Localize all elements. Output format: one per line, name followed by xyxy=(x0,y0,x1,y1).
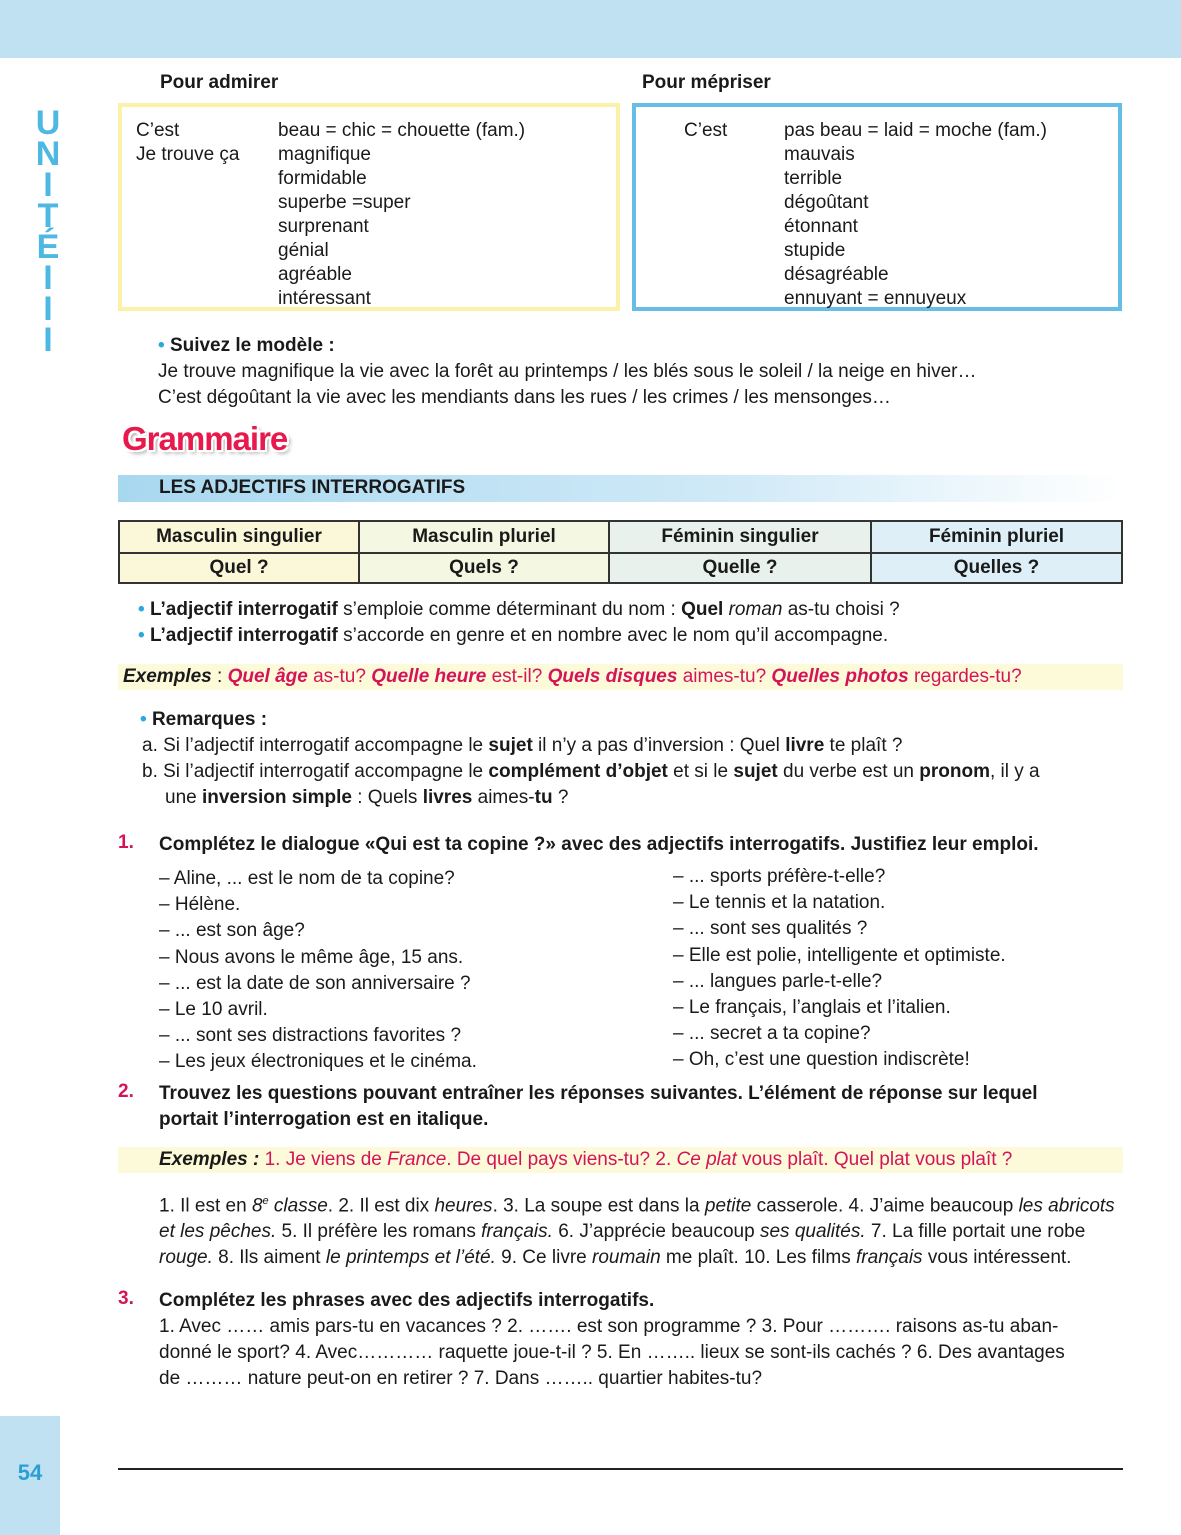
top-band xyxy=(0,0,1181,58)
rules-block: • L’adjectif interrogatif s’emploie comme déterminant du nom : Quel roman as-tu choisi ? • L’adjectif interrogatif s’accorde en genre et en nombre avec le nom qu’il accompagne. xyxy=(138,599,900,646)
exercise-2-instruction: Trouvez les questions pouvant entraîner les réponses suivantes. L’élément de réponse sur lequel portait l’interrogation est en italique. xyxy=(159,1083,1038,1130)
exercise-1-instruction: Complétez le dialogue «Qui est ta copine ?» avec des adjectifs interrogatifs. Justifiez leur emploi. xyxy=(159,834,1039,855)
examples-line: Exemples : Quel âge as-tu? Quelle heure est-il? Quels disques aimes-tu? Quelles photos regardes-tu? xyxy=(123,666,1022,687)
exercise-3-block: Complétez les phrases avec des adjectifs interrogatifs. 1. Avec …… amis pars-tu en vacances ? 2. ……. est son programme ? 3. Pour ………. raisons as-tu aban- donné le sport? 4. Avec………… raquette joue-t-il ? 5. En …….. lieux se sont-ils cachés ? 6. Des avantages de ……… nature peut-on en retirer ? 7. Dans …….. quartier habites-tu? xyxy=(159,1290,1065,1389)
table-row: Masculin singulier Masculin pluriel Féminin singulier Féminin pluriel xyxy=(119,521,1122,553)
grammaire-heading: Grammaire xyxy=(122,420,288,457)
page-number: 54 xyxy=(17,1460,43,1485)
admirer-list: beau = chic = chouette (fam.) magnifique formidable superbe =super surprenant génial agréable intéressant xyxy=(278,120,526,309)
model-block: • Suivez le modèle : Je trouve magnifique la vie avec la forêt au printemps / les blés sous le soleil / la neige en hiver… C’est dégoûtant la vie avec les mendiants dans les rues / les crimes / les mensonges… xyxy=(158,335,977,408)
mepriser-box: C’est pas beau = laid = moche (fam.) mauvais terrible dégoûtant étonnant stupide désagréable ennuyant = ennuyeux xyxy=(632,103,1122,311)
mepriser-title: Pour mépriser xyxy=(642,72,771,93)
mepriser-list: pas beau = laid = moche (fam.) mauvais terrible dégoûtant étonnant stupide désagréable ennuyant = ennuyeux xyxy=(784,120,1047,309)
exercise-1-number: 1. xyxy=(118,832,134,853)
remarques-block: • Remarques : a. Si l’adjectif interrogatif accompagne le sujet il n’y a pas d’inversion : Quel livre te plaît ? b. Si l’adjectif interrogatif accompagne le complément d’objet et si le sujet du verbe est un pronom, il y a une inversion simple : Quels livres aimes-tu ? xyxy=(140,709,1040,808)
bullet-icon: • xyxy=(138,625,145,646)
exercise-2-sentences: 1. Il est en 8e classe. 2. Il est dix heures. 3. La soupe est dans la petite casserole. 4. J’aime beaucoup les abricots et les pêches. 5. Il préfère les romans français. 6. J’apprécie beaucoup ses qualités. 7. La fille portait une robe rouge. 8. Ils aiment le printemps et l’été. 9. Ce livre roumain me plaît. 10. Les films français vous intéressent. xyxy=(159,1195,1115,1269)
bullet-icon: • xyxy=(158,335,165,356)
admirer-title: Pour admirer xyxy=(160,72,279,93)
exercise-1-dialog-left: – Aline, ... est le nom de ta copine? – Hélène. – ... est son âge? – Nous avons le même âge, 15 ans. – ... est la date de son anniversaire ? – Le 10 avril. – ... sont ses distractions favorites ? – Les jeux électroniques et le cinéma. xyxy=(159,868,477,1073)
exercise-2-examples: Exemples : 1. Je viens de France. De quel pays viens-tu? 2. Ce plat vous plaît. Quel plat vous plaît ? xyxy=(159,1149,1013,1170)
footer-rule xyxy=(118,1468,1123,1470)
exercise-2-number: 2. xyxy=(118,1081,134,1102)
section-title: LES ADJECTIFS INTERROGATIFS xyxy=(159,477,466,498)
table-row: Quel ? Quels ? Quelle ? Quelles ? xyxy=(119,553,1122,583)
exercise-3-number: 3. xyxy=(118,1288,134,1309)
admirer-box: C’est Je trouve ça beau = chic = chouette (fam.) magnifique formidable superbe =super surprenant génial agréable intéressant xyxy=(118,103,620,311)
exercise-1-dialog-right: – ... sports préfère-t-elle? – Le tennis et la natation. – ... sont ses qualités ? – Elle est polie, intelligente et optimiste. – ... langues parle-t-elle? – Le français, l’anglais et l’italien. – ... secret a ta copine? – Oh, c’est une question indiscrète! xyxy=(673,866,1006,1071)
unit-side-label: U N I T É I I I xyxy=(35,104,61,359)
section-bar xyxy=(118,475,1123,502)
interrogative-adjectives-table xyxy=(118,520,1123,584)
bullet-icon: • xyxy=(138,599,145,620)
bullet-icon: • xyxy=(140,709,147,730)
